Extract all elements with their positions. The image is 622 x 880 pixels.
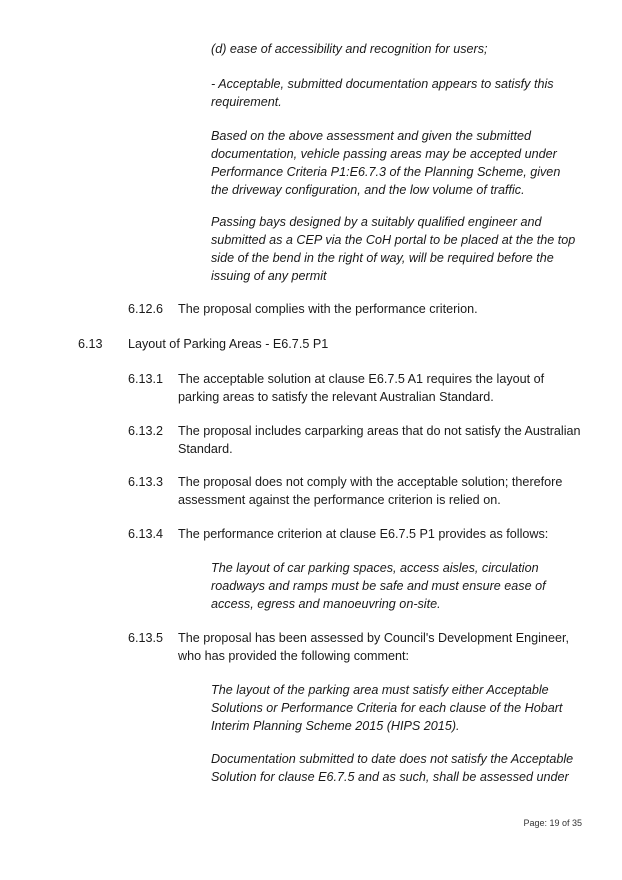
engineer-comment-quote-1: The layout of the parking area must satisfy either Acceptable Solutions or Performance Criteria for each clause of the Hobart Interim Planning Scheme 2015 (HIPS 2015).	[211, 683, 563, 733]
clause-text: The performance criterion at clause E6.7.5 P1 provides as follows:	[178, 527, 549, 541]
clause-number: 6.13.1	[128, 372, 164, 386]
clause-number: 6.13.3	[128, 475, 164, 489]
criterion-d-text: (d) ease of accessibility and recognition for users;	[211, 42, 488, 56]
page-number: Page: 19 of 35	[523, 818, 582, 828]
clause-text: The proposal does not comply with the acceptable solution; therefore assessment against the performance criterion is relied on.	[178, 475, 563, 507]
assessment-paragraph: Based on the above assessment and given the submitted documentation, vehicle passing areas may be accepted under Performance Criteria P1:E6.7.3 of the Planning Scheme, given the driveway configuration, and the low volume of traffic.	[211, 129, 561, 197]
clause-text: The acceptable solution at clause E6.7.5 A1 requires the layout of parking areas to satisfy the relevant Australian Standard.	[178, 372, 545, 404]
clause-text: The proposal has been assessed by Council's Development Engineer, who has provided the following comment:	[178, 631, 569, 663]
clause-number: 6.12.6	[128, 302, 164, 316]
clause-text: The proposal includes carparking areas that do not satisfy the Australian Standard.	[178, 424, 581, 456]
clause-text: The proposal complies with the performance criterion.	[178, 302, 478, 316]
acceptable-note: - Acceptable, submitted documentation appears to satisfy this requirement.	[211, 77, 554, 109]
engineer-comment-quote-2: Documentation submitted to date does not satisfy the Acceptable Solution for clause E6.7.5 and as such, shall be assessed under	[211, 752, 574, 784]
clause-number: 6.13.2	[128, 424, 164, 438]
performance-criterion-quote: The layout of car parking spaces, access aisles, circulation roadways and ramps must be safe and must ensure ease of access, egress and manoeuvring on-site.	[211, 561, 546, 611]
section-number: 6.13	[78, 337, 103, 351]
passing-bays-paragraph: Passing bays designed by a suitably qualified engineer and submitted as a CEP via the CoH portal to be placed at the the top side of the bend in the right of way, will be required before the issuing of any permit	[211, 215, 576, 283]
clause-number: 6.13.4	[128, 527, 164, 541]
section-title: Layout of Parking Areas - E6.7.5 P1	[128, 337, 329, 351]
clause-number: 6.13.5	[128, 631, 164, 645]
